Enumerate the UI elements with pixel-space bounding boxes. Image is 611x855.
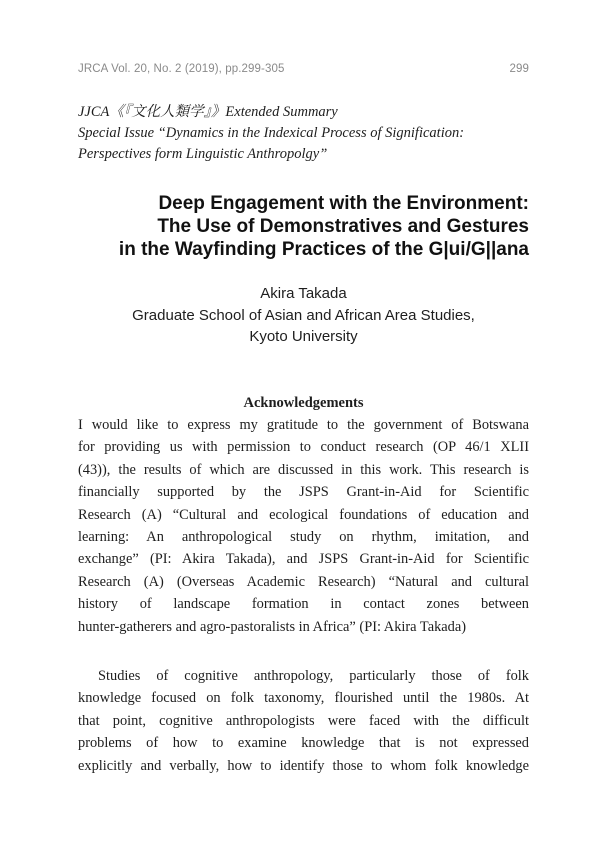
text-line: learning: An anthropological study on rhythm, imitation, and [78,528,529,545]
series-line-1: JJCA《『文化人類学』》Extended Summary [78,104,338,120]
text-line: (43)), the results of which are discussed in this work. This research is [78,461,529,478]
text-line: I would like to express my gratitude to the government of Botswana [78,417,529,433]
article-title [78,192,529,261]
text-line: Research (A) (Overseas Academic Research) “Natural and cultural [78,573,529,590]
series-line-2: Special Issue “Dynamics in the Indexical Process of Signification: [78,125,465,141]
running-head [78,63,529,75]
text-line: problems of how to examine knowledge that is not expressed [78,735,529,752]
author-affiliation-1: Graduate School of Asian and African Area Studies, [132,306,475,324]
text-line: hunter-gatherers and agro-pastoralists in Africa” (PI: Akira Takada) [78,618,467,635]
author-affiliation-2: Kyoto University [249,328,358,345]
acknowledgements-body [78,414,529,638]
title-line-3: in the Wayfinding Practices of the G|ui/G||ana [118,239,529,260]
series-line-3: Perspectives form Linguistic Anthropolgy” [78,146,328,162]
text-line: that point, cognitive anthropologists were faced with the difficult [78,712,529,729]
journal-citation: JRCA Vol. 20, No. 2 (2019), pp.299-305 [78,63,285,75]
series-heading [78,102,538,165]
author-block [78,283,529,348]
acknowledgements-heading: Acknowledgements [243,395,364,411]
title-line-1: Deep Engagement with the Environment: [158,193,529,214]
text-line: exchange” (PI: Akira Takada), and JSPS Grant-in-Aid for Scientific [78,551,529,568]
author-name: Akira Takada [260,285,347,302]
text-line: Studies of cognitive anthropology, particularly those of folk [98,668,529,684]
text-line: for providing us with permission to conduct research (OP 46/1 XLII [78,439,529,456]
text-line: history of landscape formation in contact zones between [78,596,529,613]
text-line: explicitly and verbally, how to identify those to whom folk knowledge [78,757,529,774]
text-line: Research (A) “Cultural and ecological foundations of education and [78,506,529,523]
text-line: financially supported by the JSPS Grant-in-Aid for Scientific [78,484,529,501]
page-number: 299 [509,63,529,75]
title-line-2: The Use of Demonstratives and Gestures [157,216,529,237]
body-paragraph [78,665,529,777]
text-line: knowledge focused on folk taxonomy, flourished until the 1980s. At [78,690,529,707]
